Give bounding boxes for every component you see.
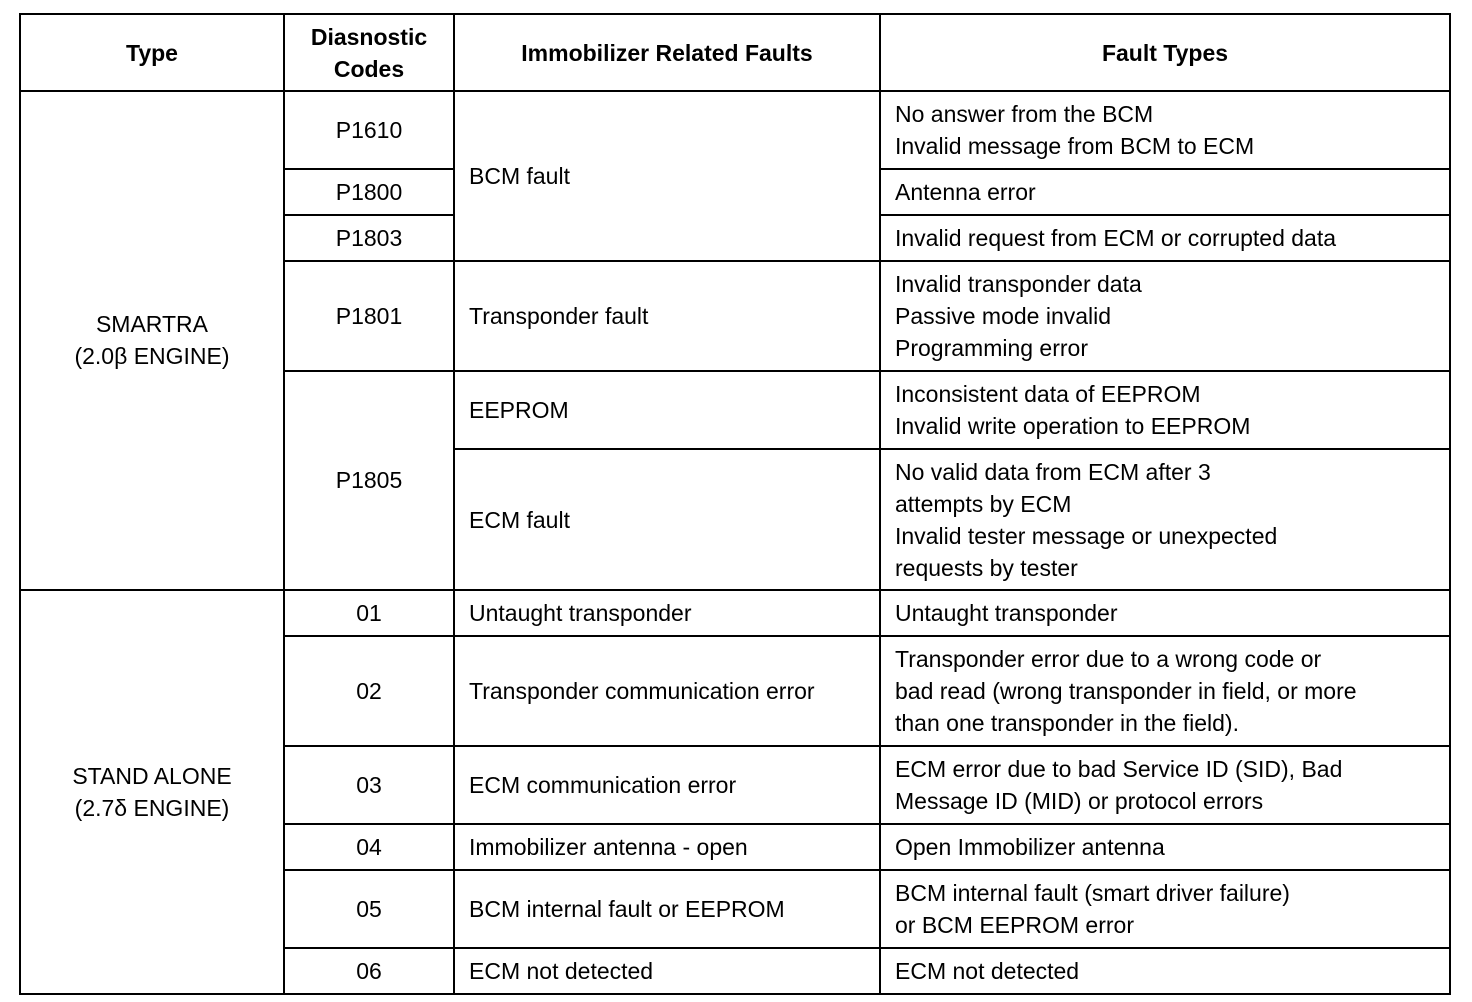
fault-type-line: Transponder error due to a wrong code or (895, 645, 1322, 672)
code-cell: 06 (284, 948, 454, 994)
fault-type-line: Untaught transponder (895, 599, 1118, 626)
code-cell: P1805 (284, 371, 454, 589)
header-codes-line1: Diasnostic (310, 23, 428, 50)
header-diagnostic-codes (284, 14, 454, 91)
header-row (20, 14, 1450, 91)
fault-types-cell (880, 824, 1450, 870)
code-cell: 01 (284, 590, 454, 636)
fault-type-line: Programming error (895, 335, 1088, 362)
fault-type-line: BCM internal fault (smart driver failure) (895, 879, 1290, 906)
fault-types-cell (880, 215, 1450, 261)
fault-type-line: than one transponder in the field). (895, 709, 1239, 736)
type-name: STAND ALONE (72, 762, 232, 789)
type-engine: (2.7δ ENGINE) (74, 794, 230, 821)
fault-type-line: attempts by ECM (895, 490, 1072, 517)
table-row (20, 91, 1450, 169)
fault-type-line: requests by tester (895, 554, 1078, 581)
fault-cell: Transponder fault (454, 261, 880, 371)
fault-type-line: ECM not detected (895, 957, 1080, 984)
fault-type-line: Message ID (MID) or protocol errors (895, 787, 1264, 814)
fault-types-cell (880, 91, 1450, 169)
fault-types-cell (880, 169, 1450, 215)
type-cell-smartra (20, 91, 284, 590)
fault-types-cell (880, 870, 1450, 948)
fault-cell: Immobilizer antenna - open (454, 824, 880, 870)
fault-type-line: Invalid tester message or unexpected (895, 522, 1278, 549)
fault-cell: ECM communication error (454, 746, 880, 824)
fault-cell: ECM not detected (454, 948, 880, 994)
fault-type-line: Invalid request from ECM or corrupted data (895, 225, 1337, 252)
fault-types-cell (880, 261, 1450, 371)
code-cell: P1610 (284, 91, 454, 169)
fault-types-cell (880, 948, 1450, 994)
code-cell: 04 (284, 824, 454, 870)
header-fault-types: Fault Types (880, 14, 1450, 91)
fault-cell: BCM fault (454, 91, 880, 261)
fault-type-line: Invalid message from BCM to ECM (895, 133, 1255, 160)
fault-type-line: No valid data from ECM after 3 (895, 458, 1211, 485)
code-cell: 02 (284, 636, 454, 746)
header-codes-line2: Codes (333, 55, 405, 82)
fault-types-cell (880, 636, 1450, 746)
fault-types-cell (880, 449, 1450, 589)
fault-type-line: No answer from the BCM (895, 101, 1154, 128)
code-cell: 03 (284, 746, 454, 824)
code-cell: 05 (284, 870, 454, 948)
type-name: SMARTRA (95, 311, 209, 338)
fault-type-line: Open Immobilizer antenna (895, 833, 1165, 860)
fault-types-cell (880, 371, 1450, 449)
fault-type-line: or BCM EEPROM error (895, 911, 1134, 938)
fault-cell: BCM internal fault or EEPROM (454, 870, 880, 948)
type-cell-stand-alone (20, 590, 284, 994)
fault-types-cell (880, 590, 1450, 636)
fault-cell: Untaught transponder (454, 590, 880, 636)
fault-types-cell (880, 746, 1450, 824)
code-cell: P1803 (284, 215, 454, 261)
type-engine: (2.0β ENGINE) (74, 343, 230, 370)
fault-type-line: Passive mode invalid (895, 303, 1112, 330)
fault-type-line: Invalid transponder data (895, 271, 1142, 298)
fault-cell: ECM fault (454, 449, 880, 589)
fault-cell: Transponder communication error (454, 636, 880, 746)
code-cell: P1801 (284, 261, 454, 371)
code-cell: P1800 (284, 169, 454, 215)
fault-type-line: Inconsistent data of EEPROM (895, 381, 1201, 408)
table-row (20, 590, 1450, 636)
fault-cell: EEPROM (454, 371, 880, 449)
header-type: Type (20, 14, 284, 91)
fault-type-line: ECM error due to bad Service ID (SID), Bad (895, 755, 1343, 782)
header-faults: Immobilizer Related Faults (454, 14, 880, 91)
fault-type-line: bad read (wrong transponder in field, or more (895, 677, 1357, 704)
immobilizer-fault-table (19, 13, 1451, 995)
fault-type-line: Antenna error (895, 179, 1036, 206)
fault-type-line: Invalid write operation to EEPROM (895, 413, 1251, 440)
